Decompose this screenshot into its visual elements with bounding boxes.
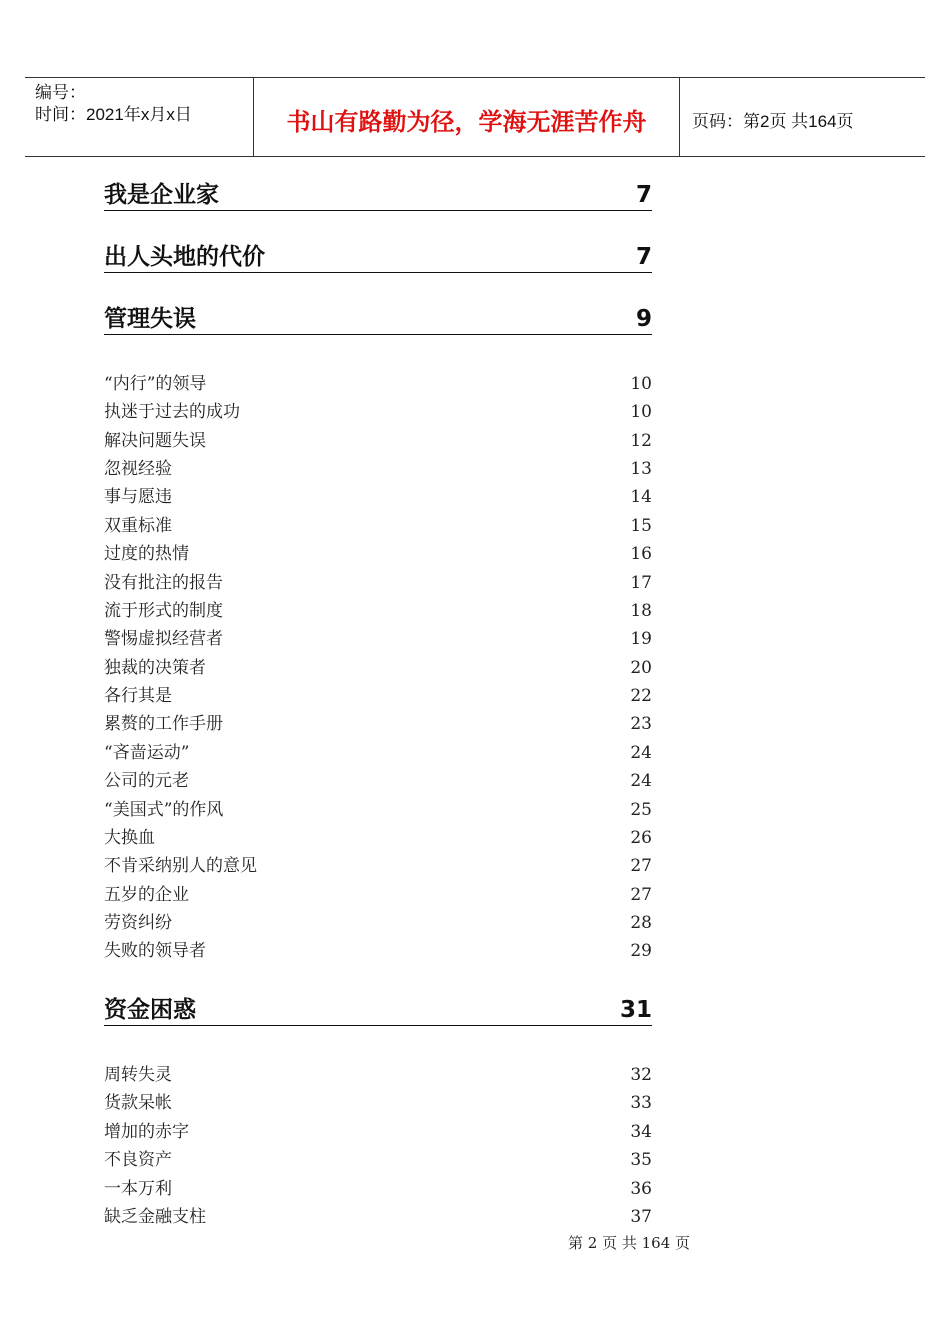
toc-item-title: 流于形式的制度 — [104, 601, 223, 621]
page-header — [25, 77, 925, 157]
header-page-info: 页码：第2页 共164页 — [692, 111, 854, 131]
toc-section-title: 我是企业家 — [104, 182, 219, 208]
toc-item-page: 26 — [630, 828, 652, 848]
toc-item-title: 累赘的工作手册 — [104, 714, 223, 734]
toc-item[interactable] — [104, 855, 652, 877]
toc-item-page: 29 — [630, 941, 652, 961]
toc-item[interactable] — [104, 1178, 652, 1200]
time-label: 时间：2021年x月x日 — [35, 105, 192, 124]
toc-item-title: 周转失灵 — [104, 1065, 172, 1085]
toc-item[interactable] — [104, 572, 652, 594]
toc-item-page: 14 — [630, 487, 652, 507]
toc-section[interactable] — [104, 304, 652, 335]
toc-item-title: 五岁的企业 — [104, 885, 189, 905]
toc-item-title: 不良资产 — [104, 1150, 172, 1170]
toc-item-page: 24 — [630, 771, 652, 791]
toc-item-title: “内行”的领导 — [104, 374, 207, 394]
toc-item-title: 劳资纠纷 — [104, 913, 172, 933]
toc-item[interactable] — [104, 401, 652, 423]
toc-item[interactable] — [104, 1121, 652, 1143]
toc-item-page: 34 — [630, 1122, 652, 1142]
toc-section-title: 资金困惑 — [104, 997, 196, 1023]
toc-item-page: 22 — [630, 686, 652, 706]
toc-item-page: 24 — [630, 743, 652, 763]
toc-section-title: 管理失误 — [104, 306, 196, 332]
toc-item[interactable] — [104, 827, 652, 849]
toc-item-title: 警惕虚拟经营者 — [104, 629, 223, 649]
toc-item-title: 解决问题失误 — [104, 431, 206, 451]
toc-section[interactable] — [104, 242, 652, 273]
toc-item[interactable] — [104, 884, 652, 906]
toc-item[interactable] — [104, 1064, 652, 1086]
toc-item-title: 缺乏金融支柱 — [104, 1207, 206, 1227]
toc-item[interactable] — [104, 770, 652, 792]
toc-item-page: 25 — [630, 800, 652, 820]
toc-item-title: “美国式”的作风 — [104, 800, 224, 820]
toc-item-page: 12 — [630, 431, 652, 451]
toc-item[interactable] — [104, 515, 652, 537]
toc-item-title: 一本万利 — [104, 1179, 172, 1199]
toc-item-page: 10 — [630, 374, 652, 394]
toc-item[interactable] — [104, 486, 652, 508]
toc-item[interactable] — [104, 1206, 652, 1228]
toc-section-page: 31 — [619, 997, 652, 1023]
toc-item-page: 28 — [630, 913, 652, 933]
toc-item-title: 不肯采纳别人的意见 — [104, 856, 257, 876]
toc-section-page: 7 — [635, 244, 652, 270]
toc-item-page: 15 — [630, 516, 652, 536]
toc-section-title: 出人头地的代价 — [104, 244, 265, 270]
toc-item[interactable] — [104, 742, 652, 764]
toc-item-title: 增加的赤字 — [104, 1122, 189, 1142]
toc-item-title: 货款呆帐 — [104, 1093, 172, 1113]
header-motto: 书山有路勤为径，学海无涯苦作舟 — [253, 78, 680, 156]
toc-item-title: 大换血 — [104, 828, 155, 848]
toc-item[interactable] — [104, 799, 652, 821]
toc-item-title: 独裁的决策者 — [104, 658, 206, 678]
toc-item-title: 执迷于过去的成功 — [104, 402, 240, 422]
toc-item-title: 各行其是 — [104, 686, 172, 706]
header-meta — [25, 78, 253, 156]
toc-item-title: 双重标准 — [104, 516, 172, 536]
toc-item[interactable] — [104, 430, 652, 452]
toc-item-title: 事与愿违 — [104, 487, 172, 507]
toc-item-page: 33 — [630, 1093, 652, 1113]
toc-item[interactable] — [104, 600, 652, 622]
toc-item-page: 18 — [630, 601, 652, 621]
toc-item-page: 17 — [630, 573, 652, 593]
toc-item[interactable] — [104, 543, 652, 565]
toc-item-page: 27 — [630, 856, 652, 876]
toc-section[interactable] — [104, 995, 652, 1026]
toc-item-page: 37 — [630, 1207, 652, 1227]
toc-item-page: 10 — [630, 402, 652, 422]
toc-section[interactable] — [104, 180, 652, 211]
toc-section-page: 9 — [635, 306, 652, 332]
toc-item-page: 32 — [630, 1065, 652, 1085]
toc-item-page: 13 — [630, 459, 652, 479]
page-footer: 第 2 页 共 164 页 — [568, 1234, 691, 1252]
toc-item-page: 27 — [630, 885, 652, 905]
toc-item[interactable] — [104, 1149, 652, 1171]
toc-item-page: 23 — [630, 714, 652, 734]
toc-item[interactable] — [104, 458, 652, 480]
toc-item[interactable] — [104, 713, 652, 735]
toc-item-page: 16 — [630, 544, 652, 564]
toc-item-title: 忽视经验 — [104, 459, 172, 479]
toc-item-title: 过度的热情 — [104, 544, 189, 564]
toc-item[interactable] — [104, 373, 652, 395]
toc-item[interactable] — [104, 1092, 652, 1114]
toc-item-page: 35 — [630, 1150, 652, 1170]
toc-item-title: 失败的领导者 — [104, 941, 206, 961]
number-label: 编号： — [35, 83, 86, 102]
toc-item-page: 36 — [630, 1179, 652, 1199]
toc-item-title: 公司的元老 — [104, 771, 189, 791]
toc-item[interactable] — [104, 628, 652, 650]
toc-item-page: 19 — [630, 629, 652, 649]
toc-item[interactable] — [104, 657, 652, 679]
toc-item-title: “吝啬运动” — [104, 743, 190, 763]
toc-item[interactable] — [104, 912, 652, 934]
toc-section-page: 7 — [635, 182, 652, 208]
toc-item-page: 20 — [630, 658, 652, 678]
toc-item-title: 没有批注的报告 — [104, 573, 223, 593]
toc-item[interactable] — [104, 940, 652, 962]
toc-item[interactable] — [104, 685, 652, 707]
